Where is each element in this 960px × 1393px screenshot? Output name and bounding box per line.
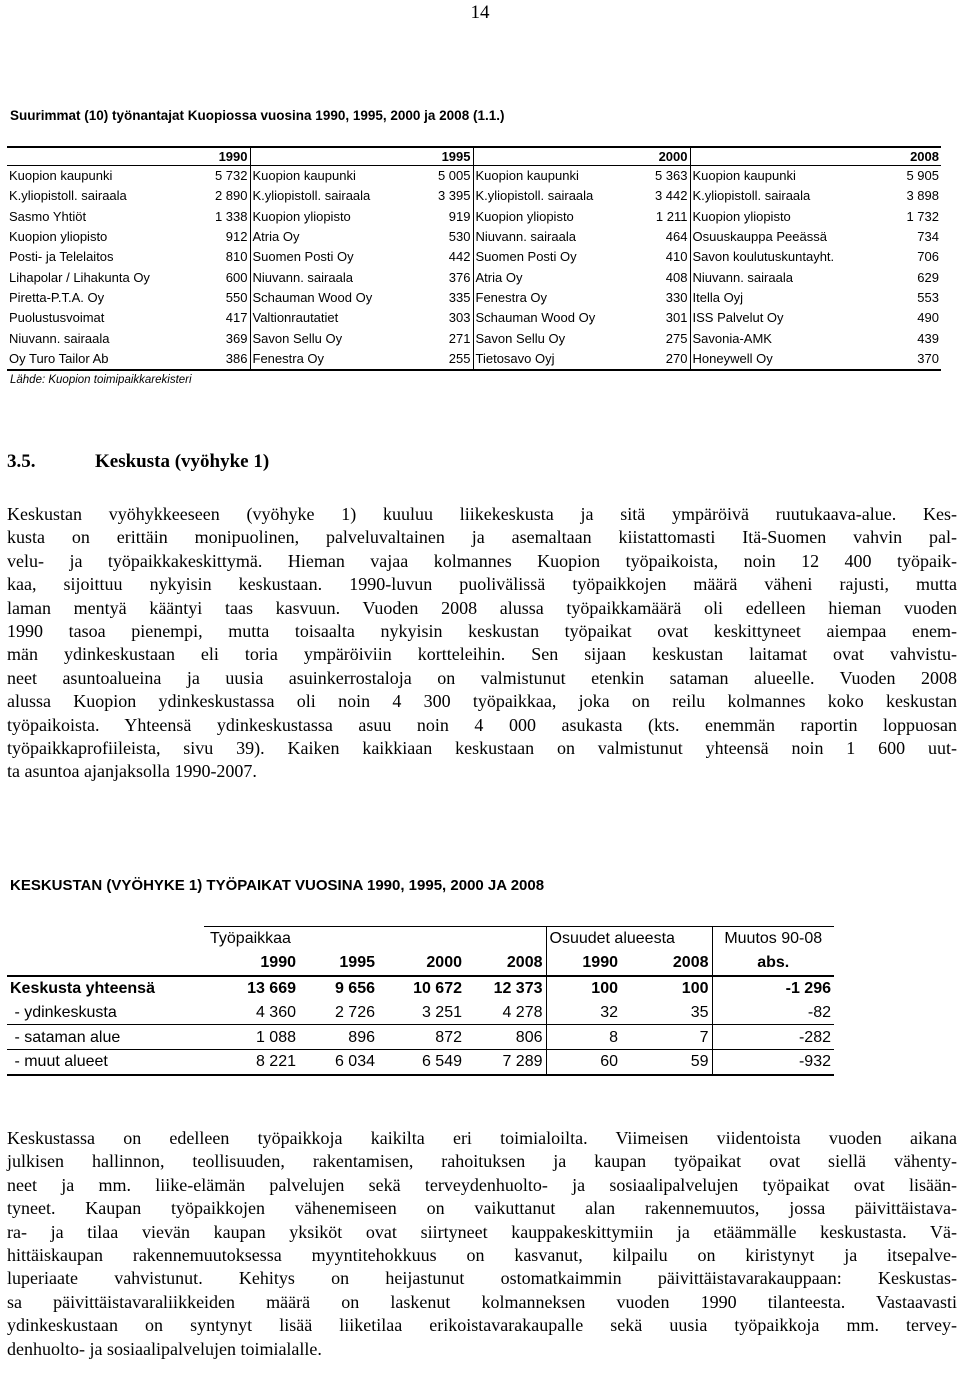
area-label: - ydinkeskusta: [7, 1000, 204, 1024]
employee-count: 417: [198, 308, 250, 328]
employer-name: Fenestra Oy: [252, 350, 325, 366]
value-cell: 13 669: [204, 976, 299, 1001]
total-row: [7, 976, 834, 1001]
value-cell: 10 672: [378, 976, 465, 1001]
employee-count: 2 890: [198, 186, 250, 206]
employee-count: 370: [917, 350, 939, 366]
page-number: 14: [470, 2, 490, 23]
text-line: alussa Kuopion ydinkeskustassa oli noin 4 300 työpaikkaa, joka on reilu kolmannes koko keskustan: [7, 691, 957, 712]
text-line: ta asuntoa ajanjaksolla 1990-2007.: [7, 761, 257, 782]
employee-count: 810: [198, 247, 250, 267]
table-row: [7, 247, 941, 267]
table1-caption: Suurimmat (10) työnantajat Kuopiossa vuosina 1990, 1995, 2000 ja 2008 (1.1.): [10, 108, 505, 123]
employer-name: Kuopion yliopisto: [9, 229, 108, 245]
employer-name: K.yliopistoll. sairaala: [252, 188, 371, 204]
paragraph-1: [7, 503, 957, 784]
employer-name: Atria Oy: [475, 269, 523, 285]
employee-count: 912: [198, 227, 250, 247]
text-line: työpaikkaprofiileista, sivu 39). Kaiken kaikkiaan keskustaan on valmistunut yhteensä noin 1 600 uut-: [7, 738, 957, 759]
value-cell: -1 296: [712, 976, 834, 1001]
paragraph-2: [7, 1127, 957, 1361]
employer-name: Niuvann. sairaala: [9, 330, 110, 346]
group-change: Muutos 90-08: [712, 927, 834, 951]
employee-count: 271: [416, 328, 473, 348]
employer-name: Kuopion kaupunki: [692, 168, 796, 184]
value-cell: 32: [546, 1000, 621, 1024]
employee-count: 5 005: [416, 166, 473, 187]
value-cell: -932: [712, 1049, 834, 1074]
employee-count: 919: [416, 207, 473, 227]
table-row: [7, 1049, 834, 1074]
employee-count: 275: [638, 328, 690, 348]
employer-name: Kuopion yliopisto: [692, 208, 791, 224]
text-line: kaa, sijoittuu nykyisin keskustaan. 1990-luvun puolivälissä työpaikkojen määrä väheni rajusti, mutta: [7, 574, 957, 595]
text-line: kusta on erittäin monipuolinen, palveluvaltainen ja asemaltaan kiistattomasti Itä-Suomen vahvin pal-: [7, 527, 957, 548]
year-header-row: [7, 147, 941, 166]
year-1990: 1990: [198, 147, 250, 166]
employer-name: K.yliopistoll. sairaala: [475, 188, 594, 204]
year-1995: 1995: [416, 147, 473, 166]
employee-count: 3 898: [906, 188, 939, 204]
employer-name: Valtionrautatiet: [252, 310, 339, 326]
value-cell: -82: [712, 1000, 834, 1024]
table2-caption: KESKUSTAN (VYÖHYKE 1) TYÖPAIKAT VUOSINA 1990, 1995, 2000 JA 2008: [10, 877, 545, 894]
employer-name: Honeywell Oy: [692, 350, 773, 366]
value-cell: 7: [621, 1025, 712, 1050]
col-jobs-2000: 2000: [378, 951, 465, 976]
employer-name: Suomen Posti Oy: [252, 249, 354, 265]
employer-name: Itella Oyj: [692, 289, 744, 305]
employer-name: Savon Sellu Oy: [252, 330, 343, 346]
employer-name: K.yliopistoll. sairaala: [692, 188, 811, 204]
employer-name: Lihapolar / Lihakunta Oy: [9, 269, 150, 285]
text-line: työpaikoista. Yhteensä ydinkeskustassa asuu noin 4 000 asukasta (kts. enemmän raportin loppuosan: [7, 714, 957, 735]
value-cell: 2 726: [299, 1000, 378, 1024]
area-label: - sataman alue: [7, 1025, 204, 1050]
value-cell: 59: [621, 1049, 712, 1074]
value-cell: 896: [299, 1025, 378, 1050]
employee-count: 376: [416, 267, 473, 287]
table-row: [7, 308, 941, 328]
employer-name: Niuvann. sairaala: [475, 229, 576, 245]
employers-table: [7, 146, 941, 371]
section-heading: [7, 451, 269, 473]
employee-count: 553: [917, 289, 939, 305]
col-jobs-1995: 1995: [299, 951, 378, 976]
employee-count: 1 732: [906, 208, 939, 224]
keskusta-jobs-table: [7, 926, 834, 1076]
employer-name: Kuopion kaupunki: [9, 168, 113, 184]
text-line: Keskustassa on edelleen työpaikkoja kaikilta eri toimialoilta. Viimeisen viidentoista vuoden aikana: [7, 1128, 957, 1148]
employee-count: 270: [638, 349, 690, 370]
text-line: velu- ja työpaikkakeskittymä. Hieman vajaa kolmannes Kuopion työpaikoista, noin 12 400 työpaik-: [7, 550, 957, 571]
employer-name: Schauman Wood Oy: [252, 289, 373, 305]
employee-count: 369: [198, 328, 250, 348]
employee-count: 439: [917, 330, 939, 346]
employer-name: Osuuskauppa Peeässä: [692, 229, 827, 245]
value-cell: 4 278: [465, 1000, 546, 1024]
employee-count: 301: [638, 308, 690, 328]
employee-count: 330: [638, 288, 690, 308]
value-cell: 806: [465, 1025, 546, 1050]
employee-count: 5 363: [638, 166, 690, 187]
employee-count: 410: [638, 247, 690, 267]
group-shares: Osuudet alueesta: [546, 927, 712, 951]
table-row: [7, 288, 941, 308]
text-line: hittäiskaupan rakennemuutoksessa myyntitehokkuus on kasvanut, kilpailu on kiristynyt ja itsepalve-: [7, 1245, 957, 1266]
employer-name: Savon Sellu Oy: [475, 330, 566, 346]
value-cell: 8 221: [204, 1049, 299, 1074]
text-line: ydinkeskustaan on syntynyt lisää liiketilaa erikoistavarakaupalle sekä uusia työpaikkoja mm. tervey-: [7, 1315, 957, 1336]
value-cell: 6 549: [378, 1049, 465, 1074]
section-title: Keskusta (vyöhyke 1): [95, 451, 270, 472]
employer-name: Sasmo Yhtiöt: [9, 208, 87, 224]
value-cell: 7 289: [465, 1049, 546, 1074]
employee-count: 706: [917, 249, 939, 265]
value-cell: 872: [378, 1025, 465, 1050]
employee-count: 1 338: [198, 207, 250, 227]
value-cell: 35: [621, 1000, 712, 1024]
text-line: neet asuntoalueina ja uusia asuinkerrostaloja on valmistunut etenkin sataman alueelle. Vuoden 2008: [7, 667, 957, 688]
employee-count: 629: [917, 269, 939, 285]
text-line: sa päivittäistavaraliikkeiden määrä on laskenut kolmanneksen vuoden 1990 tilanteesta. Vastaavasti: [7, 1291, 957, 1312]
value-cell: 9 656: [299, 976, 378, 1001]
value-cell: 60: [546, 1049, 621, 1074]
table-row: [7, 166, 941, 187]
employee-count: 442: [416, 247, 473, 267]
employer-name: Fenestra Oy: [475, 289, 548, 305]
employee-count: 1 211: [638, 207, 690, 227]
year-2008: 2008: [910, 149, 939, 164]
value-cell: 3 251: [378, 1000, 465, 1024]
employer-name: Suomen Posti Oy: [475, 249, 577, 265]
employee-count: 490: [917, 310, 939, 326]
table1-source: Lähde: Kuopion toimipaikkarekisteri: [10, 374, 192, 386]
year-2000: 2000: [638, 147, 690, 166]
employee-count: 3 442: [638, 186, 690, 206]
employer-name: Kuopion kaupunki: [252, 168, 356, 184]
value-cell: 1 088: [204, 1025, 299, 1050]
employee-count: 5 905: [906, 168, 939, 184]
employee-count: 408: [638, 267, 690, 287]
employer-name: Niuvann. sairaala: [252, 269, 353, 285]
employer-name: Puolustusvoimat: [9, 310, 105, 326]
employee-count: 5 732: [198, 166, 250, 187]
employer-name: Posti- ja Telelaitos: [9, 249, 114, 265]
text-line: neet ja mm. liike-elämän palvelujen sekä terveydenhuolto- ja sosiaalipalvelujen työpaikat ovat lisään-: [7, 1174, 957, 1195]
employee-count: 335: [416, 288, 473, 308]
table-row: [7, 267, 941, 287]
employer-name: Kuopion yliopisto: [252, 208, 351, 224]
employer-name: Atria Oy: [252, 229, 300, 245]
employee-count: 3 395: [416, 186, 473, 206]
employer-name: Savonia-AMK: [692, 330, 772, 346]
employer-name: Schauman Wood Oy: [475, 310, 596, 326]
text-line: män ydinkeskustaan eli toria ympäröiviin kortteleihin. Sen sijaan keskustan laitamat ovat vahvistu-: [7, 644, 957, 665]
table-row: [7, 1025, 834, 1050]
group-header-row: [7, 927, 834, 951]
value-cell: 6 034: [299, 1049, 378, 1074]
text-line: 1990 tasoa pienempi, mutta toisaalta nykyisin keskustan työpaikat ovat keskittyneet aiempaa enem-: [7, 621, 957, 642]
employee-count: 255: [416, 349, 473, 370]
area-label: Keskusta yhteensä: [7, 976, 204, 1001]
col-jobs-2008: 2008: [465, 951, 546, 976]
col-share-1990: 1990: [546, 951, 621, 976]
employer-name: Oy Turo Tailor Ab: [9, 350, 109, 366]
col-change-abs: abs.: [712, 951, 834, 976]
employer-name: Niuvann. sairaala: [692, 269, 793, 285]
text-line: Keskustan vyöhykkeeseen (vyöhyke 1) kuuluu liikekeskusta ja sitä ympäröivä ruutukaava-alue. Kes-: [7, 504, 957, 524]
employer-name: Kuopion yliopisto: [475, 208, 574, 224]
text-line: denhuolto- ja sosiaalipalvelujen toimialalle.: [7, 1338, 322, 1359]
employer-name: Piretta-P.T.A. Oy: [9, 289, 105, 305]
section-number: 3.5.: [7, 451, 36, 472]
text-line: luperiaate vahvistunut. Kehitys on heijastunut ostomatkaimmin päivittäistavarakauppaan: Keskustas-: [7, 1268, 957, 1289]
employer-name: Kuopion kaupunki: [475, 168, 579, 184]
group-jobs: Työpaikkaa: [204, 927, 378, 951]
text-line: ra- ja tilaa vievän kaupan yksiköt ovat siirtyneet kauppakeskittymiin ja etäämmälle keskustasta. Vä-: [7, 1221, 957, 1242]
text-line: tyneet. Kaupan työpaikkojen vähenemiseen on vaikuttanut alan rakennemuutos, jossa päivittäistava-: [7, 1198, 957, 1219]
text-line: julkisen hallinnon, teollisuuden, rakentamisen, rahoituksen ja kaupan työpaikat ovat siellä vähenty-: [7, 1151, 957, 1172]
table-row: [7, 186, 941, 206]
value-cell: 8: [546, 1025, 621, 1050]
value-cell: 4 360: [204, 1000, 299, 1024]
col-jobs-1990: 1990: [204, 951, 299, 976]
table-row: [7, 207, 941, 227]
value-cell: -282: [712, 1025, 834, 1050]
employee-count: 464: [638, 227, 690, 247]
table-row: [7, 349, 941, 370]
employee-count: 600: [198, 267, 250, 287]
employer-name: ISS Palvelut Oy: [692, 310, 784, 326]
employer-name: Tietosavo Oyj: [475, 350, 555, 366]
table-row: [7, 227, 941, 247]
table-row: [7, 328, 941, 348]
value-cell: 12 373: [465, 976, 546, 1001]
employee-count: 734: [917, 229, 939, 245]
employee-count: 530: [416, 227, 473, 247]
value-cell: 100: [621, 976, 712, 1001]
employee-count: 550: [198, 288, 250, 308]
value-cell: 100: [546, 976, 621, 1001]
employee-count: 386: [198, 349, 250, 370]
employee-count: 303: [416, 308, 473, 328]
table-row: [7, 1000, 834, 1024]
employer-name: K.yliopistoll. sairaala: [9, 188, 127, 204]
area-label: - muut alueet: [7, 1049, 204, 1074]
text-line: laman mentyä kääntyi taas kasvuun. Vuoden 2008 alussa työpaikkamäärä oli edelleen hieman vuoden: [7, 597, 957, 618]
column-header-row: [7, 951, 834, 976]
col-share-2008: 2008: [621, 951, 712, 976]
employer-name: Savon koulutuskuntayht.: [692, 249, 835, 265]
